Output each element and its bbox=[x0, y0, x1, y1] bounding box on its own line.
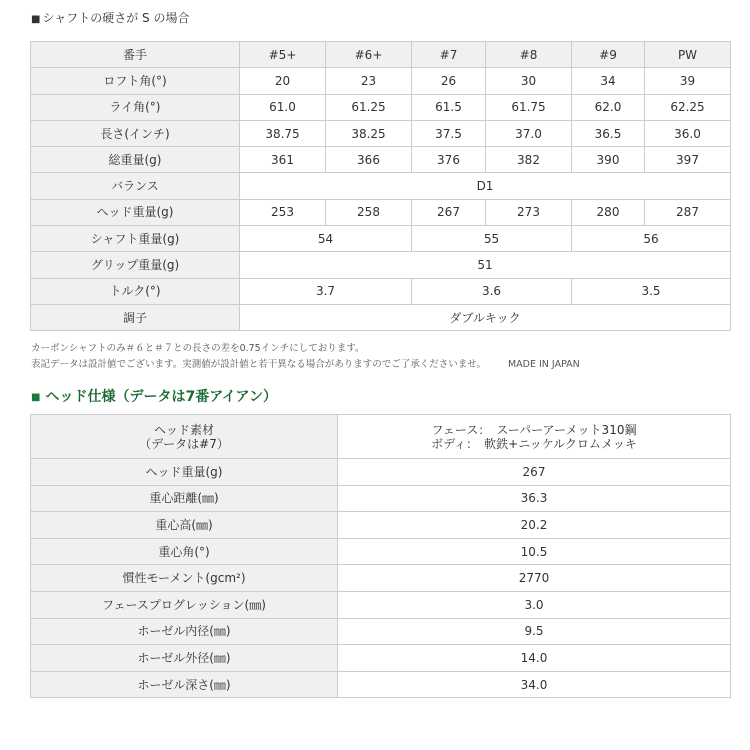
row-label: バランス bbox=[31, 173, 240, 199]
table-cell: 14.0 bbox=[338, 645, 731, 672]
table-cell bbox=[338, 415, 731, 459]
table-cell: 376 bbox=[412, 147, 486, 173]
row-label: グリップ重量(g) bbox=[31, 252, 240, 278]
table-cell: 54 bbox=[240, 226, 412, 252]
head-spec-title bbox=[31, 387, 277, 409]
square-bullet-icon: ■ bbox=[31, 14, 41, 25]
table-row bbox=[31, 485, 731, 512]
table-cell: 361 bbox=[240, 147, 326, 173]
table-row bbox=[31, 120, 731, 146]
row-label: フェースプログレッション(㎜) bbox=[31, 591, 338, 618]
table-row bbox=[31, 199, 731, 225]
table-cell: 38.25 bbox=[326, 120, 412, 146]
table-cell: 61.75 bbox=[486, 94, 572, 120]
table-row bbox=[31, 68, 731, 94]
row-label bbox=[31, 415, 338, 459]
table-cell: ダブルキック bbox=[240, 304, 731, 330]
row-label: 重心角(°) bbox=[31, 538, 338, 565]
row-label: 総重量(g) bbox=[31, 147, 240, 173]
row-label: 重心高(㎜) bbox=[31, 512, 338, 539]
row-label: ヘッド重量(g) bbox=[31, 459, 338, 486]
table-cell: 3.7 bbox=[240, 278, 412, 304]
table-cell: 55 bbox=[412, 226, 572, 252]
table-cell: 38.75 bbox=[240, 120, 326, 146]
table-cell: 267 bbox=[412, 199, 486, 225]
table-cell: 34.0 bbox=[338, 671, 731, 698]
shaft-spec-table bbox=[30, 41, 731, 331]
table-cell: 3.6 bbox=[412, 278, 572, 304]
col-header: #9 bbox=[572, 42, 645, 68]
table-row bbox=[31, 459, 731, 486]
table-row bbox=[31, 147, 731, 173]
row-label: トルク(°) bbox=[31, 278, 240, 304]
table-cell: 382 bbox=[486, 147, 572, 173]
table-cell: 10.5 bbox=[338, 538, 731, 565]
table-cell: 20 bbox=[240, 68, 326, 94]
col-header: #7 bbox=[412, 42, 486, 68]
table-row bbox=[31, 645, 731, 672]
table-cell: 34 bbox=[572, 68, 645, 94]
table-cell: 62.0 bbox=[572, 94, 645, 120]
col-header: PW bbox=[645, 42, 731, 68]
notes bbox=[31, 341, 731, 373]
table-row bbox=[31, 415, 731, 459]
table-cell: 20.2 bbox=[338, 512, 731, 539]
row-label: ライ角(°) bbox=[31, 94, 240, 120]
row-label: ホーゼル深さ(㎜) bbox=[31, 671, 338, 698]
table-row bbox=[31, 252, 731, 278]
table-cell: 37.5 bbox=[412, 120, 486, 146]
material-value-line: ボディ： 軟鉄+ニッケルクロムメッキ bbox=[431, 436, 637, 451]
material-label-line: （データは#7） bbox=[139, 436, 229, 451]
green-square-icon: ■ bbox=[31, 392, 41, 403]
col-header: #8 bbox=[486, 42, 572, 68]
made-in-label: MADE IN JAPAN bbox=[507, 359, 580, 370]
note-text: 表記データは設計値でございます。実測値が設計値と若干異なる場合がありますのでご了承くださいませ。 bbox=[31, 359, 486, 370]
table-row bbox=[31, 304, 731, 330]
table-cell: 273 bbox=[486, 199, 572, 225]
table-row bbox=[31, 591, 731, 618]
row-label: 重心距離(㎜) bbox=[31, 485, 338, 512]
table-row bbox=[31, 565, 731, 592]
table-cell: D1 bbox=[240, 173, 731, 199]
material-label-line: ヘッド素材 bbox=[153, 422, 214, 437]
row-label: 調子 bbox=[31, 304, 240, 330]
table-cell: 26 bbox=[412, 68, 486, 94]
table-cell: 390 bbox=[572, 147, 645, 173]
table-cell: 56 bbox=[572, 226, 731, 252]
table-row bbox=[31, 538, 731, 565]
head-spec-table bbox=[30, 414, 731, 698]
table-cell: 23 bbox=[326, 68, 412, 94]
table-cell: 253 bbox=[240, 199, 326, 225]
table-header-row bbox=[31, 42, 731, 68]
row-label: シャフト重量(g) bbox=[31, 226, 240, 252]
table-cell: 258 bbox=[326, 199, 412, 225]
table-cell: 37.0 bbox=[486, 120, 572, 146]
note-line: カーボンシャフトのみ＃６と＃７との長さの差を0.75インチにしております。 bbox=[31, 343, 365, 354]
table-cell: 36.5 bbox=[572, 120, 645, 146]
table-cell: 397 bbox=[645, 147, 731, 173]
table-cell: 3.0 bbox=[338, 591, 731, 618]
table-cell: 61.25 bbox=[326, 94, 412, 120]
table-cell: 280 bbox=[572, 199, 645, 225]
table-cell: 36.0 bbox=[645, 120, 731, 146]
table-row bbox=[31, 618, 731, 645]
row-label: ホーゼル外径(㎜) bbox=[31, 645, 338, 672]
section-title-shaft-s bbox=[31, 8, 189, 30]
table-cell: 39 bbox=[645, 68, 731, 94]
table-row bbox=[31, 671, 731, 698]
note-line bbox=[31, 357, 731, 373]
table-row bbox=[31, 226, 731, 252]
section-title-text: シャフトの硬さが S の場合 bbox=[42, 11, 190, 25]
row-label: 長さ(インチ) bbox=[31, 120, 240, 146]
table-row bbox=[31, 512, 731, 539]
head-spec-title-text: ヘッド仕様（データは7番アイアン） bbox=[45, 389, 277, 405]
table-cell: 61.5 bbox=[412, 94, 486, 120]
table-row bbox=[31, 278, 731, 304]
table-cell: 36.3 bbox=[338, 485, 731, 512]
table-cell: 62.25 bbox=[645, 94, 731, 120]
table-cell: 9.5 bbox=[338, 618, 731, 645]
col-header: #5+ bbox=[240, 42, 326, 68]
table-cell: 51 bbox=[240, 252, 731, 278]
table-cell: 366 bbox=[326, 147, 412, 173]
row-label: ロフト角(°) bbox=[31, 68, 240, 94]
material-value-line: フェース： スーパーアーメット310鋼 bbox=[431, 422, 637, 437]
table-cell: 3.5 bbox=[572, 278, 731, 304]
table-row bbox=[31, 94, 731, 120]
table-cell: 267 bbox=[338, 459, 731, 486]
table-row bbox=[31, 173, 731, 199]
table-cell: 61.0 bbox=[240, 94, 326, 120]
col-header: #6+ bbox=[326, 42, 412, 68]
row-label: ヘッド重量(g) bbox=[31, 199, 240, 225]
row-label: 番手 bbox=[31, 42, 240, 68]
table-cell: 2770 bbox=[338, 565, 731, 592]
table-cell: 30 bbox=[486, 68, 572, 94]
row-label: ホーゼル内径(㎜) bbox=[31, 618, 338, 645]
row-label: 慣性モーメント(gcm²) bbox=[31, 565, 338, 592]
table-cell: 287 bbox=[645, 199, 731, 225]
